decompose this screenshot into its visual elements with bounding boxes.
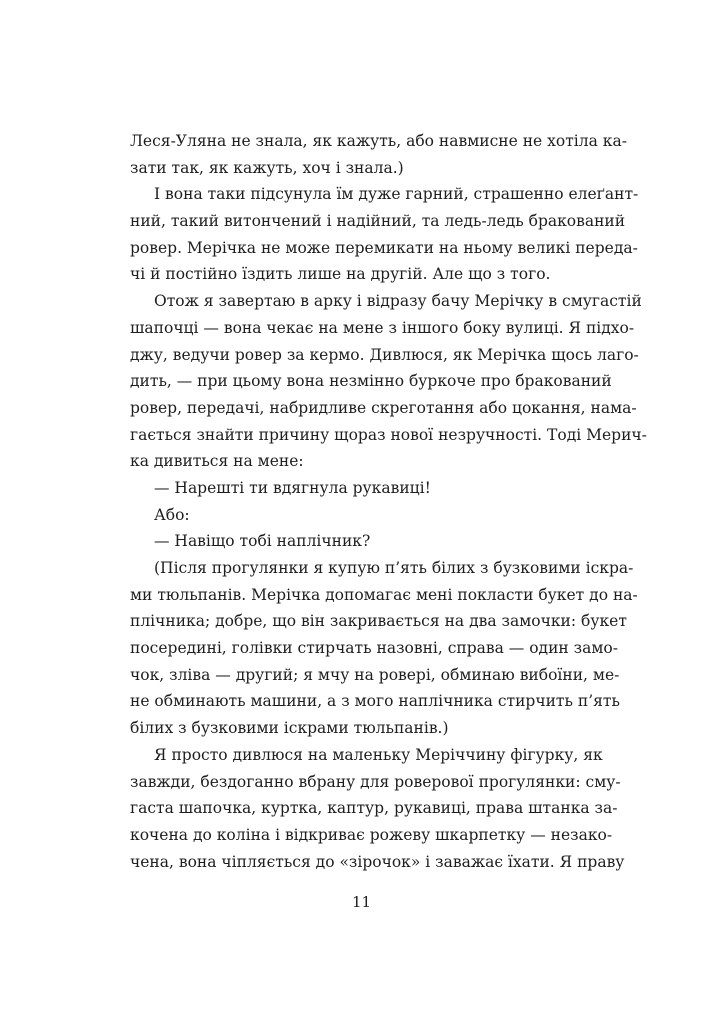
text-line: не обминають машини, а з мого наплічника стирчить п’ять: [130, 692, 620, 711]
text-line: кочена до коліна і відкриває рожеву шкарпетку — незако-: [130, 825, 613, 844]
text-line: завжди, бездоганно вбрану для роверової прогулянки: сму-: [130, 772, 621, 791]
text-line: плічника; добре, що він закривається на два замочки: букет: [130, 612, 627, 631]
text-line: ний, такий витончений і надійний, та ледь-ледь бракований: [130, 212, 626, 231]
text-line: гається знайти причину щораз нової незручності. Тоді Мерич-: [130, 425, 647, 444]
text-line: — Нарешті ти вдягнула рукавиці!: [154, 478, 431, 497]
text-line: чена, вона чіпляється до «зірочок» і заважає їхати. Я праву: [130, 852, 625, 871]
text-line: ровер. Мерічка не може перемикати на ньому великі переда-: [130, 238, 638, 257]
text-line: шапочці — вона чекає на мене з іншого боку вулиці. Я підхо-: [130, 318, 635, 337]
text-line: зати так, як кажуть, хоч і знала.): [130, 158, 404, 177]
text-line: Або:: [154, 505, 190, 524]
text-line: дить, — при цьому вона незмінно буркоче про бракований: [130, 372, 612, 391]
text-line: ровер, передачі, набридливе скреготання або цокання, нама-: [130, 398, 637, 417]
text-line: Отож я завертаю в арку і відразу бачу Мерічку в смугастій: [154, 292, 642, 311]
text-line: ми тюльпанів. Мерічка допомагає мені покласти букет до на-: [130, 585, 638, 604]
text-line: білих з бузковими іскрами тюльпанів.): [130, 719, 449, 738]
text-line: І вона таки підсунула їм дуже гарний, страшенно елеґант-: [154, 185, 639, 204]
page-number: 11: [351, 893, 372, 911]
text-line: посередині, голівки стирчать назовні, справа — один замо-: [130, 639, 619, 658]
text-line: — Навіщо тобі наплічник?: [154, 532, 371, 551]
text-line: чок, зліва — другий; я мчу на ровері, обминаю вибоїни, ме-: [130, 665, 620, 684]
text-line: чі й постійно їздить лише на другій. Але що з того.: [130, 265, 551, 284]
text-line: Я просто дивлюся на маленьку Мерiччину фігурку, як: [154, 745, 603, 764]
text-line: гаста шапочка, куртка, каптур, рукавиці, права штанка за-: [130, 799, 618, 818]
text-line: Леся-Уляна не знала, як кажуть, або навмисне не хотіла ка-: [130, 132, 627, 150]
text-line: джу, ведучи ровер за кермо. Дивлюся, як Мерічка щось лаго-: [130, 345, 639, 364]
text-line: ка дивиться на мене:: [130, 452, 304, 471]
text-line: (Після прогулянки я купую п’ять білих з бузковими іскра-: [154, 559, 634, 577]
body-text: [130, 128, 647, 875]
